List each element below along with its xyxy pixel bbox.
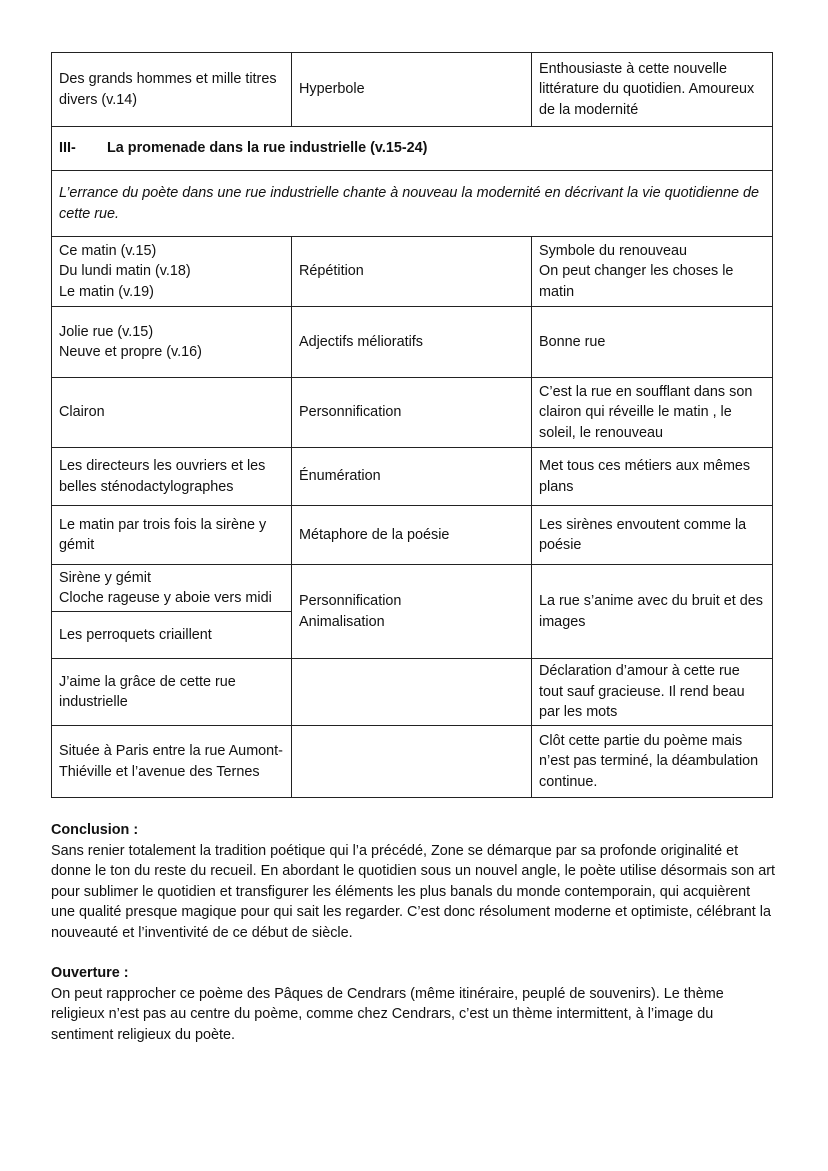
quote-cell (52, 378, 292, 448)
quote-line: Cloche rageuse y aboie vers midi (59, 590, 272, 606)
section-intro: L’errance du poète dans une rue industrielle chante à nouveau la modernité en décrivant la vie quotidienne de cette rue. (52, 171, 773, 237)
interpretation-line: Met tous ces métiers aux mêmes plans (539, 458, 751, 495)
device-cell: Adjectifs mélioratifs (292, 307, 532, 378)
conclusion-section (51, 820, 776, 943)
ouverture-heading: Ouverture : (51, 965, 129, 981)
interpretation-cell (532, 506, 773, 565)
interpretation-cell (532, 237, 773, 307)
quote-cell (52, 448, 292, 506)
quote-line: Jolie rue (v.15) (59, 323, 154, 340)
interpretation-cell: Clôt cette partie du poème mais n’est pas terminé, la déambulation continue. (532, 726, 773, 798)
section-intro-row (52, 171, 773, 237)
section-number: III- (59, 140, 76, 157)
interpretation-line: C’est la rue en soufflant dans son clairon qui réveille le matin , le soleil, le renouveau (539, 383, 753, 441)
quote-cell (52, 307, 292, 378)
device-cell: Métaphore de la poésie (292, 506, 532, 565)
table-row (52, 565, 773, 612)
table-row (52, 506, 773, 565)
section-header-row (52, 127, 773, 171)
device-cell (292, 659, 532, 726)
table-row (52, 237, 773, 307)
conclusion-heading: Conclusion : (51, 822, 139, 838)
interpretation-line: Bonne rue (539, 333, 606, 350)
quote-cell (52, 565, 292, 612)
interpretation-cell (532, 378, 773, 448)
quote-cell: Située à Paris entre la rue Aumont-Thiéville et l’avenue des Ternes (52, 726, 292, 798)
device-cell: Personnification (292, 378, 532, 448)
device-line: Animalisation (299, 613, 385, 630)
interpretation-line: On peut changer les choses le matin (539, 263, 734, 300)
device-line: Personnification (299, 593, 402, 609)
analysis-table (51, 52, 773, 798)
interpretation-cell (532, 448, 773, 506)
quote-line: Sirène y gémit (59, 569, 151, 586)
interpretation-line: Symbole du renouveau (539, 242, 688, 259)
device-cell (292, 726, 532, 798)
interpretation-line: Les sirènes envoutent comme la poésie (539, 516, 747, 553)
ouverture-section (51, 963, 776, 1045)
ouverture-text: On peut rapprocher ce poème des Pâques de Cendrars (même itinéraire, peuplé de souvenirs). Le thème religieux n’est pas au centre du poème, comme chez Cendrars, c’est un thème intermittent, à l’image du sentiment religieux du poète. (51, 985, 724, 1043)
quote-cell: Des grands hommes et mille titres divers (v.14) (52, 53, 292, 127)
device-cell (292, 565, 532, 659)
conclusion-text: Sans renier totalement la tradition poétique qui l’a précédé, Zone se démarque par sa profonde originalité et donne le ton du reste du recueil. En abordant le quotidien sous un nouvel angle, le poète utilise désormais son art pour sublimer le quotidien et transfigurer les éléments les plus banals du monde contemporain, qui acquièrent une qualité presque magique pour qui sait les regarder. C’est donc résolument moderne et optimiste, célébrant la nouveauté et l’inventivité de ce début de siècle. (51, 842, 776, 941)
quote-cell (52, 506, 292, 565)
quote-line: Ce matin (v.15) (59, 242, 157, 259)
table-row (52, 448, 773, 506)
table-row (52, 53, 773, 127)
table-row (52, 659, 773, 726)
interpretation-cell: Enthousiaste à cette nouvelle littérature du quotidien. Amoureux de la modernité (532, 53, 773, 127)
quote-line: Les directeurs les ouvriers et les belles sténodactylographes (59, 458, 266, 495)
quote-line: Le matin par trois fois la sirène y gémit (59, 516, 267, 553)
device-cell: Énumération (292, 448, 532, 506)
table-row (52, 726, 773, 798)
quote-line: Clairon (59, 404, 105, 421)
device-cell: Hyperbole (292, 53, 532, 127)
quote-line: Du lundi matin (v.18) (59, 263, 191, 280)
interpretation-cell: Déclaration d’amour à cette rue tout sauf gracieuse. Il rend beau par les mots (532, 659, 773, 726)
quote-cell: Les perroquets criaillent (52, 612, 292, 659)
interpretation-cell: La rue s’anime avec du bruit et des images (532, 565, 773, 659)
quote-line: Le matin (v.19) (59, 283, 154, 300)
quote-cell (52, 237, 292, 307)
table-row (52, 378, 773, 448)
quote-cell: J’aime la grâce de cette rue industrielle (52, 659, 292, 726)
table-row (52, 307, 773, 378)
section-title (52, 127, 773, 171)
interpretation-cell (532, 307, 773, 378)
section-title-text: La promenade dans la rue industrielle (v.15-24) (107, 140, 428, 157)
device-cell: Répétition (292, 237, 532, 307)
quote-line: Neuve et propre (v.16) (59, 344, 202, 360)
